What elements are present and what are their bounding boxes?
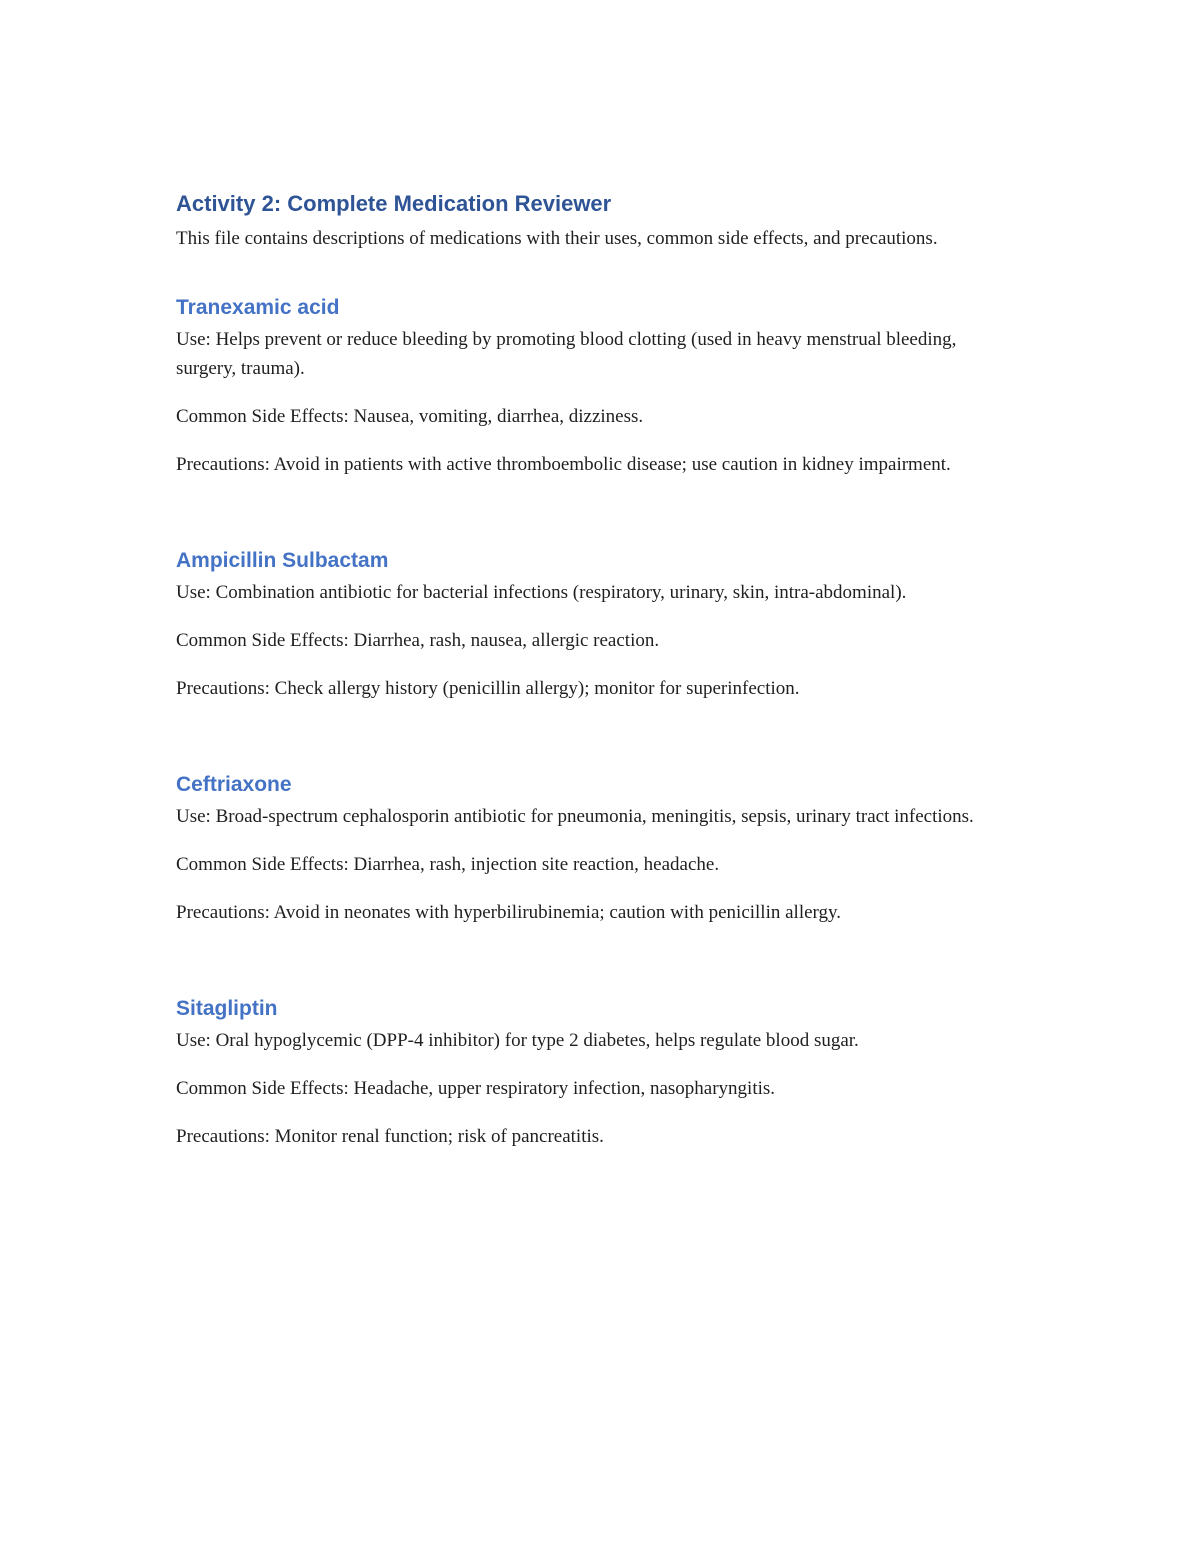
medication-name: Tranexamic acid [176, 296, 340, 319]
medication-use: Use: Oral hypoglycemic (DPP-4 inhibitor) for type 2 diabetes, helps regulate blood sugar. [176, 1030, 859, 1051]
medication-section-ceftriaxone [176, 770, 1006, 927]
medication-name: Sitagliptin [176, 997, 278, 1020]
medication-section-tranexamic-acid [176, 293, 1006, 479]
medication-use: Use: Combination antibiotic for bacterial infections (respiratory, urinary, skin, intra-abdominal). [176, 582, 907, 603]
medication-precautions: Precautions: Avoid in neonates with hyperbilirubinemia; caution with penicillin allergy. [176, 902, 842, 923]
document-intro: This file contains descriptions of medications with their uses, common side effects, and precautions. [176, 228, 938, 249]
medication-precautions: Precautions: Check allergy history (penicillin allergy); monitor for superinfection. [176, 678, 800, 699]
medication-side-effects: Common Side Effects: Diarrhea, rash, nausea, allergic reaction. [176, 630, 660, 651]
medication-use: Use: Helps prevent or reduce bleeding by promoting blood clotting (used in heavy menstrual bleeding, surgery, trauma). [176, 329, 957, 379]
medication-name: Ampicillin Sulbactam [176, 549, 389, 572]
medication-name: Ceftriaxone [176, 773, 292, 796]
document-page [176, 188, 1006, 1151]
medication-precautions: Precautions: Monitor renal function; risk of pancreatitis. [176, 1126, 604, 1147]
medication-section-ampicillin-sulbactam [176, 546, 1006, 703]
medication-side-effects: Common Side Effects: Nausea, vomiting, diarrhea, dizziness. [176, 406, 644, 427]
medication-section-sitagliptin [176, 994, 1006, 1151]
medication-side-effects: Common Side Effects: Diarrhea, rash, injection site reaction, headache. [176, 854, 720, 875]
medication-precautions: Precautions: Avoid in patients with active thromboembolic disease; use caution in kidney impairment. [176, 454, 951, 475]
document-title: Activity 2: Complete Medication Reviewer [176, 191, 612, 216]
medication-use: Use: Broad-spectrum cephalosporin antibiotic for pneumonia, meningitis, sepsis, urinary tract infections. [176, 806, 974, 827]
medication-side-effects: Common Side Effects: Headache, upper respiratory infection, nasopharyngitis. [176, 1078, 776, 1099]
